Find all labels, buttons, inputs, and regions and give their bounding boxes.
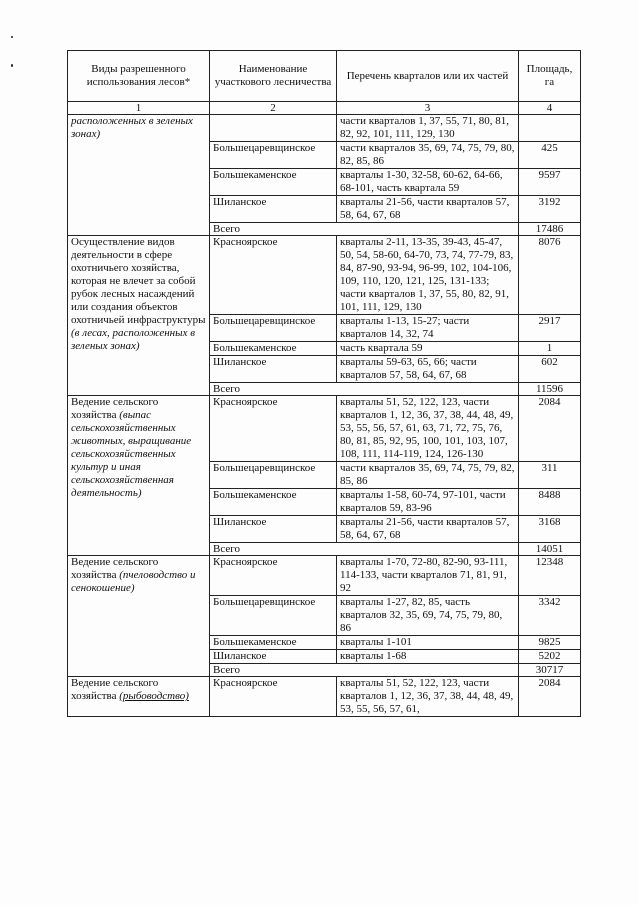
use-type-cell xyxy=(68,236,210,396)
forestry-cell: Шиланское xyxy=(210,356,337,383)
area-cell: 5202 xyxy=(519,650,581,664)
quarters-cell: части кварталов 35, 69, 74, 75, 79, 82, 85, 86 xyxy=(337,462,519,489)
forestry-cell: Большецаревщинское xyxy=(210,142,337,169)
use-type-note: (выпас сельскохозяйственных животных, выращивание сельскохозяйственных культур и иная сельскохозяйственная деятельность) xyxy=(71,409,192,499)
use-type-name: Ведение сельского хозяйства xyxy=(71,396,159,421)
area-cell: 3168 xyxy=(519,516,581,543)
total-value: 17486 xyxy=(519,223,581,236)
total-label: Всего xyxy=(210,383,519,396)
use-type-note: расположенных в зеленых зонах) xyxy=(71,115,193,140)
forestry-cell xyxy=(210,115,337,142)
table-row xyxy=(68,556,581,596)
quarters-cell: кварталы 1-101 xyxy=(337,636,519,650)
table-row xyxy=(68,115,581,142)
quarters-cell: кварталы 51, 52, 122, 123, части кварталов 1, 12, 36, 37, 38, 44, 48, 49, 53, 55, 56, 57, 61, 63, 71, 72, 75, 76, 80, 81, 85, 92, 95, 100, 101, 103, 107, 108, 111, 114-119, 124, 126-130 xyxy=(337,396,519,462)
use-type-cell xyxy=(68,556,210,677)
area-cell: 9825 xyxy=(519,636,581,650)
forestry-cell: Шиланское xyxy=(210,650,337,664)
forestry-cell: Большецаревщинское xyxy=(210,462,337,489)
quarters-cell: кварталы 51, 52, 122, 123, части кварталов 1, 12, 36, 37, 38, 44, 48, 49, 53, 55, 56, 57, 61, xyxy=(337,677,519,717)
header-area: Площадь, га xyxy=(519,51,581,102)
total-label: Всего xyxy=(210,223,519,236)
forestry-cell: Шиланское xyxy=(210,516,337,543)
column-number: 4 xyxy=(519,102,581,115)
quarters-cell: часть квартала 59 xyxy=(337,342,519,356)
area-cell xyxy=(519,115,581,142)
use-type-note: (в лесах, расположенных в зеленых зонах) xyxy=(71,327,195,352)
quarters-cell: кварталы 1-70, 72-80, 82-90, 93-111, 114-133, части кварталов 71, 81, 91, 92 xyxy=(337,556,519,596)
forestry-cell: Красноярское xyxy=(210,396,337,462)
forestry-cell: Большецаревщинское xyxy=(210,596,337,636)
forestry-cell: Красноярское xyxy=(210,556,337,596)
forestry-cell: Красноярское xyxy=(210,677,337,717)
scan-speck xyxy=(11,64,13,67)
quarters-cell: кварталы 1-30, 32-58, 60-62, 64-66, 68-101, часть квартала 59 xyxy=(337,169,519,196)
total-label: Всего xyxy=(210,664,519,677)
header-use-type: Виды разрешенного использования лесов* xyxy=(68,51,210,102)
use-type-cell xyxy=(68,677,210,717)
area-cell: 8488 xyxy=(519,489,581,516)
column-number: 3 xyxy=(337,102,519,115)
header-quarters: Перечень кварталов или их частей xyxy=(337,51,519,102)
use-type-cell xyxy=(68,396,210,556)
total-value: 11596 xyxy=(519,383,581,396)
use-type-cell xyxy=(68,115,210,236)
area-cell: 2084 xyxy=(519,396,581,462)
area-cell: 3192 xyxy=(519,196,581,223)
column-number: 1 xyxy=(68,102,210,115)
total-value: 30717 xyxy=(519,664,581,677)
header-forestry: Наименование участкового лесничества xyxy=(210,51,337,102)
quarters-cell: кварталы 59-63, 65, 66; части кварталов 57, 58, 64, 67, 68 xyxy=(337,356,519,383)
forestry-cell: Шиланское xyxy=(210,196,337,223)
use-type-note: (рыбоводство) xyxy=(119,690,189,702)
quarters-cell: кварталы 1-58, 60-74, 97-101, части кварталов 59, 83-96 xyxy=(337,489,519,516)
forestry-cell: Большекаменское xyxy=(210,489,337,516)
quarters-cell: кварталы 21-56, части кварталов 57, 58, 64, 67, 68 xyxy=(337,516,519,543)
forestry-cell: Большекаменское xyxy=(210,636,337,650)
header-row xyxy=(68,51,581,102)
area-cell: 8076 xyxy=(519,236,581,315)
area-cell: 9597 xyxy=(519,169,581,196)
quarters-cell: кварталы 1-68 xyxy=(337,650,519,664)
area-cell: 2084 xyxy=(519,677,581,717)
table-row xyxy=(68,236,581,315)
area-cell: 602 xyxy=(519,356,581,383)
forestry-cell: Большекаменское xyxy=(210,342,337,356)
area-cell: 311 xyxy=(519,462,581,489)
forest-use-table xyxy=(67,50,581,717)
forestry-cell: Большецаревщинское xyxy=(210,315,337,342)
quarters-cell: кварталы 2-11, 13-35, 39-43, 45-47, 50, 54, 58-60, 64-70, 73, 74, 77-79, 83, 84, 87-90, 93-94, 96-99, 102, 104-106, 109, 110, 120, 121, 125, 131-133; части кварталов 1, 37, 55, 80, 82, 91, 101, 111, 129, 130 xyxy=(337,236,519,315)
column-number: 2 xyxy=(210,102,337,115)
use-type-name: Ведение сельского хозяйства xyxy=(71,556,159,581)
table-row xyxy=(68,677,581,717)
table-row xyxy=(68,396,581,462)
column-number-row xyxy=(68,102,581,115)
use-type-note: (пчеловодство и сенокошение) xyxy=(71,569,196,594)
use-type-name: Ведение сельского хозяйства xyxy=(71,677,159,702)
forestry-cell: Красноярское xyxy=(210,236,337,315)
total-label: Всего xyxy=(210,543,519,556)
quarters-cell: части кварталов 1, 37, 55, 71, 80, 81, 82, 92, 101, 111, 129, 130 xyxy=(337,115,519,142)
forestry-cell: Большекаменское xyxy=(210,169,337,196)
area-cell: 12348 xyxy=(519,556,581,596)
total-value: 14051 xyxy=(519,543,581,556)
quarters-cell: кварталы 1-13, 15-27; части кварталов 14, 32, 74 xyxy=(337,315,519,342)
scan-speck xyxy=(11,36,13,38)
quarters-cell: кварталы 1-27, 82, 85, часть кварталов 32, 35, 69, 74, 75, 79, 80, 86 xyxy=(337,596,519,636)
use-type-name: Осуществление видов деятельности в сфере охотничьего хозяйства, которая не влечет за собой рубок лесных насаждений или создания объектов охотничьей инфраструктуры xyxy=(71,236,206,326)
area-cell: 1 xyxy=(519,342,581,356)
area-cell: 3342 xyxy=(519,596,581,636)
area-cell: 2917 xyxy=(519,315,581,342)
quarters-cell: части кварталов 35, 69, 74, 75, 79, 80, 82, 85, 86 xyxy=(337,142,519,169)
quarters-cell: кварталы 21-56, части кварталов 57, 58, 64, 67, 68 xyxy=(337,196,519,223)
area-cell: 425 xyxy=(519,142,581,169)
